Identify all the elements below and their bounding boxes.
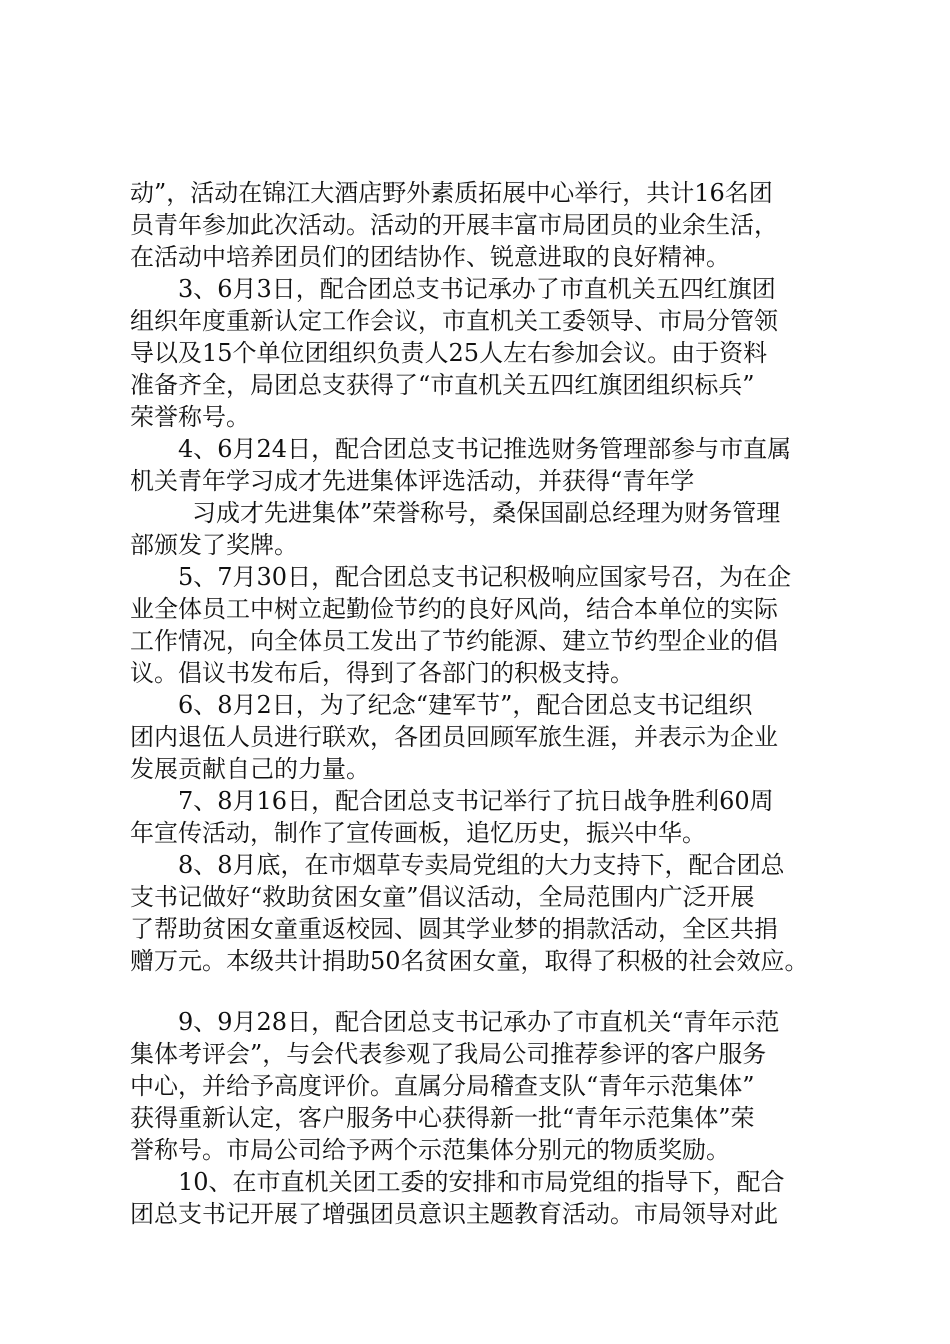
text-line: 支书记做好“救助贫困女童”倡议活动，全局范围内广泛开展 — [130, 883, 755, 911]
text-line: 机关青年学习成才先进集体评选活动，并获得“青年学 — [130, 467, 695, 495]
text-line: 团总支书记开展了增强团员意识主题教育活动。市局领导对此 — [130, 1200, 778, 1228]
text-line: 誉称号。市局公司给予两个示范集体分别元的物质奖励。 — [130, 1136, 730, 1164]
text-line: 中心，并给予高度评价。直属分局稽查支队“青年示范集体” — [130, 1072, 755, 1100]
text-line: 准备齐全，局团总支获得了“市直机关五四红旗团组织标兵” — [130, 371, 755, 399]
text-line: 了帮助贫困女童重返校园、圆其学业梦的捐款活动，全区共捐 — [130, 915, 778, 943]
text-line: 年宣传活动，制作了宣传画板，追忆历史，振兴中华。 — [130, 819, 706, 847]
text-line: 荣誉称号。 — [130, 403, 250, 431]
paragraph-start-line: 7、8月16日，配合团总支书记举行了抗日战争胜利60周 — [178, 787, 774, 815]
text-line: 议。倡议书发布后，得到了各部门的积极支持。 — [130, 659, 634, 687]
text-line: 获得重新认定，客户服务中心获得新一批“青年示范集体”荣 — [130, 1104, 755, 1132]
paragraph-start-line: 10、在市直机关团工委的安排和市局党组的指导下，配合 — [178, 1168, 785, 1196]
text-line: 团内退伍人员进行联欢，各团员回顾军旅生涯，并表示为企业 — [130, 723, 778, 751]
text-line: 在活动中培养团员们的团结协作、锐意进取的良好精神。 — [130, 243, 730, 271]
text-line: 习成才先进集体”荣誉称号，桑保国副总经理为财务管理 — [192, 499, 781, 527]
paragraph-start-line: 6、8月2日，为了纪念“建军节”，配合团总支书记组织 — [178, 691, 753, 719]
text-line: 部颁发了奖牌。 — [130, 531, 298, 559]
text-line: 员青年参加此次活动。活动的开展丰富市局团员的业余生活， — [130, 211, 778, 239]
paragraph-start-line: 3、6月3日，配合团总支书记承办了市直机关五四红旗团 — [178, 275, 776, 303]
text-line: 集体考评会”，与会代表参观了我局公司推荐参评的客户服务 — [130, 1040, 767, 1068]
paragraph-start-line: 8、8月底，在市烟草专卖局党组的大力支持下，配合团总 — [178, 851, 785, 879]
text-line: 组织年度重新认定工作会议，市直机关工委领导、市局分管领 — [130, 307, 778, 335]
text-line: 导以及15个单位团组织负责人25人左右参加会议。由于资料 — [130, 339, 768, 367]
text-line: 动”，活动在锦江大酒店野外素质拓展中心举行，共计16名团 — [130, 179, 773, 207]
paragraph-start-line: 9、9月28日，配合团总支书记承办了市直机关“青年示范 — [178, 1008, 780, 1036]
text-line: 赠万元。本级共计捐助50名贫困女童，取得了积极的社会效应。 — [130, 947, 809, 975]
text-line: 业全体员工中树立起勤俭节约的良好风尚，结合本单位的实际 — [130, 595, 778, 623]
paragraph-start-line: 4、6月24日，配合团总支书记推选财务管理部参与市直属 — [178, 435, 792, 463]
paragraph-start-line: 5、7月30日，配合团总支书记积极响应国家号召，为在企 — [178, 563, 792, 591]
text-line: 发展贡献自己的力量。 — [130, 755, 370, 783]
text-line: 工作情况，向全体员工发出了节约能源、建立节约型企业的倡 — [130, 627, 778, 655]
